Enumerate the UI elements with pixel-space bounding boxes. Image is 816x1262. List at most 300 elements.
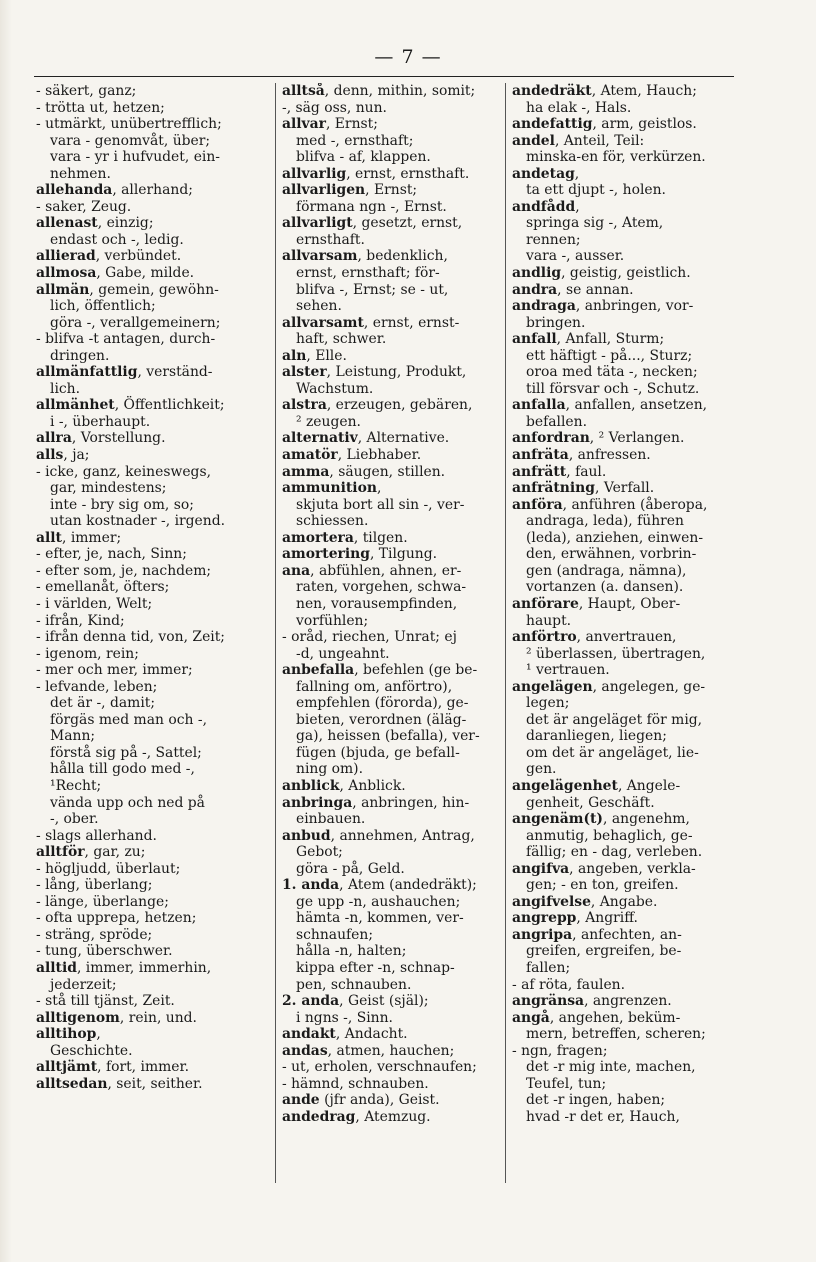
- headword: andraga: [512, 298, 576, 315]
- dictionary-line: [36, 910, 268, 927]
- dictionary-line: [282, 1026, 502, 1043]
- dictionary-line: [512, 1043, 742, 1060]
- entry-text: ernsthaft.: [296, 231, 365, 248]
- dictionary-line: [512, 579, 742, 596]
- headword: angrepp: [512, 910, 577, 927]
- entry-text: gen; - en ton, greifen.: [526, 877, 679, 894]
- dictionary-line: [36, 629, 268, 646]
- headword: allmänhet: [36, 397, 115, 414]
- entry-text: pen, schnauben.: [296, 976, 412, 993]
- dictionary-line: [282, 480, 502, 497]
- headword: alltid: [36, 959, 77, 976]
- headword: aln: [282, 347, 307, 364]
- headword: ana: [282, 562, 311, 579]
- entry-text: - emellanåt, öfters;: [36, 579, 170, 596]
- dictionary-line: [512, 861, 742, 878]
- dictionary-line: [512, 166, 742, 183]
- dictionary-line: [512, 149, 742, 166]
- dictionary-line: [512, 662, 742, 679]
- entry-text: - oråd, riechen, Unrat; ej: [282, 629, 457, 646]
- dictionary-line: [512, 910, 742, 927]
- entry-text: , Andacht.: [335, 1026, 408, 1043]
- dictionary-line: [512, 877, 742, 894]
- entry-text: - hämnd, schnauben.: [282, 1075, 429, 1092]
- dictionary-line: [282, 232, 502, 249]
- dictionary-line: [282, 745, 502, 762]
- dictionary-line: [512, 646, 742, 663]
- entry-text: , denn, mithin, somit;: [324, 83, 476, 99]
- entry-text: ga), heissen (befalla), ver-: [296, 728, 480, 745]
- dictionary-line: [512, 679, 742, 696]
- dictionary-line: [282, 83, 502, 100]
- entry-text: nen, vorausempfinden,: [296, 595, 458, 612]
- entry-text: , Angriff.: [576, 910, 638, 927]
- entry-text: bringen.: [526, 314, 586, 331]
- entry-text: , Gabe, milde.: [96, 265, 195, 282]
- dictionary-line: [282, 960, 502, 977]
- entry-text: , Anfall, Sturm;: [556, 331, 665, 348]
- dictionary-line: [512, 993, 742, 1010]
- headword: allmän: [36, 281, 90, 298]
- headword: andefattig: [512, 116, 593, 133]
- dictionary-line: [36, 1076, 268, 1093]
- entry-text: - stå till tjänst, Zeit.: [36, 993, 175, 1010]
- entry-text: skjuta bort all sin -, ver-: [296, 496, 465, 513]
- dictionary-line: [36, 397, 268, 414]
- dictionary-line: [282, 331, 502, 348]
- entry-text: bieten, verordnen (äläg-: [296, 711, 467, 728]
- entry-text: det är angeläget för mig,: [526, 711, 703, 728]
- dictionary-line: [36, 546, 268, 563]
- dictionary-line: [512, 728, 742, 745]
- column-divider-2: [505, 83, 506, 1183]
- entry-text: , faul.: [566, 463, 607, 480]
- dictionary-line: [512, 795, 742, 812]
- dictionary-line: [36, 248, 268, 265]
- dictionary-line: [512, 613, 742, 630]
- dictionary-line: [512, 712, 742, 729]
- headword: andra: [512, 281, 558, 298]
- headword: andetag: [512, 165, 575, 182]
- entry-text: , atmen, hauchen;: [327, 1042, 455, 1059]
- dictionary-line: [282, 579, 502, 596]
- entry-text: - tung, überschwer.: [36, 943, 173, 960]
- dictionary-line: [512, 497, 742, 514]
- entry-text: - utmärkt, unübertrefflich;: [36, 116, 222, 133]
- dictionary-line: [512, 100, 742, 117]
- dictionary-line: [512, 811, 742, 828]
- dictionary-line: [36, 1059, 268, 1076]
- entry-text: , angrenzen.: [584, 993, 672, 1010]
- headword: amma: [282, 463, 330, 480]
- dictionary-line: [36, 166, 268, 183]
- entry-text: haft, schwer.: [296, 331, 387, 348]
- entry-text: fallning om, anförtro),: [296, 678, 453, 695]
- entry-text: - saker, Zeug.: [36, 198, 132, 215]
- dictionary-line: [282, 1076, 502, 1093]
- entry-text: om det är angeläget, lie-: [526, 744, 699, 761]
- dictionary-line: [36, 596, 268, 613]
- headword: alstra: [282, 397, 327, 414]
- dictionary-line: [512, 430, 742, 447]
- entry-text: schiessen.: [296, 513, 369, 530]
- entry-text: , einzig;: [97, 215, 154, 232]
- entry-text: , anbringen, hin-: [352, 794, 470, 811]
- entry-text: andraga, leda), führen: [526, 513, 684, 530]
- headword: allierad: [36, 248, 96, 265]
- dictionary-line: [282, 629, 502, 646]
- entry-text: jederzeit;: [50, 976, 117, 993]
- headword: andlig: [512, 265, 562, 282]
- entry-text: , arm, geistlos.: [592, 116, 697, 133]
- entry-text: ge upp -n, aushauchen;: [296, 893, 461, 910]
- entry-text: - ifrån, Kind;: [36, 612, 125, 629]
- headword: anblick: [282, 777, 340, 794]
- entry-text: utan kostnader -, irgend.: [50, 513, 226, 530]
- headword: allt: [36, 529, 62, 546]
- dictionary-line: [36, 430, 268, 447]
- entry-text: fallen;: [526, 959, 571, 976]
- headword: allra: [36, 430, 72, 447]
- entry-text: greifen, ergreifen, be-: [526, 943, 682, 960]
- dictionary-line: [512, 282, 742, 299]
- entry-text: , abfühlen, ahnen, er-: [310, 562, 462, 579]
- entry-text: , Leistung, Produkt,: [326, 364, 467, 381]
- headword: anfrätning: [512, 480, 595, 497]
- dictionary-line: [36, 315, 268, 332]
- headword: angenäm(t): [512, 811, 604, 828]
- dictionary-line: [282, 381, 502, 398]
- entry-text: haupt.: [526, 612, 572, 629]
- headword: alltihop: [36, 1026, 97, 1043]
- headword: amortera: [282, 529, 354, 546]
- entry-text: oroa med täta -, necken;: [526, 364, 698, 381]
- entry-text: det -r mig inte, machen,: [526, 1059, 696, 1076]
- headword: alltjämt: [36, 1059, 98, 1076]
- entry-text: springa sig -, Atem,: [526, 215, 664, 232]
- entry-text: göra -, verallgemeinern;: [50, 314, 221, 331]
- dictionary-line: [36, 712, 268, 729]
- dictionary-line: [282, 298, 502, 315]
- dictionary-line: [282, 795, 502, 812]
- dictionary-line: [36, 1026, 268, 1043]
- dictionary-line: [36, 100, 268, 117]
- dictionary-line: [282, 348, 502, 365]
- dictionary-line: [36, 861, 268, 878]
- headword: alltsedan: [36, 1075, 108, 1092]
- entry-text: - ifrån denna tid, von, Zeit;: [36, 629, 225, 646]
- dictionary-line: [36, 613, 268, 630]
- entry-text: (leda), anziehen, einwen-: [526, 529, 704, 546]
- entry-text: endast och -, ledig.: [50, 231, 184, 248]
- entry-text: , ernst, ernst-: [363, 314, 460, 331]
- dictionary-line: [282, 513, 502, 530]
- entry-text: ¹Recht;: [50, 777, 102, 794]
- dictionary-line: [36, 828, 268, 845]
- dictionary-line: [282, 894, 502, 911]
- dictionary-line: [36, 116, 268, 133]
- dictionary-line: [512, 1059, 742, 1076]
- dictionary-line: [512, 248, 742, 265]
- entry-text: till försvar och -, Schutz.: [526, 380, 700, 397]
- entry-text: , Öffentlichkeit;: [114, 397, 225, 414]
- dictionary-line: [282, 728, 502, 745]
- entry-text: gen (andraga, nämna),: [526, 562, 687, 579]
- dictionary-line: [512, 116, 742, 133]
- dictionary-line: [282, 1092, 502, 1109]
- dictionary-line: [36, 728, 268, 745]
- entry-text: , ² Verlangen.: [589, 430, 685, 447]
- dictionary-line: [282, 315, 502, 332]
- headword: allvarsamt: [282, 314, 364, 331]
- entry-text: , allerhand;: [112, 182, 193, 199]
- headword: angripa: [512, 926, 573, 943]
- dictionary-line: [282, 811, 502, 828]
- entry-text: , Haupt, Ober-: [578, 595, 681, 612]
- dictionary-line: [36, 993, 268, 1010]
- entry-text: , geistig, geistlich.: [561, 265, 691, 282]
- entry-text: vara - yr i hufvudet, ein-: [50, 149, 220, 166]
- dictionary-line: [282, 199, 502, 216]
- entry-text: vorfühlen;: [296, 612, 369, 629]
- entry-text: - ngn, fragen;: [512, 1042, 608, 1059]
- entry-text: ,: [376, 480, 382, 497]
- dictionary-line: [36, 530, 268, 547]
- page-number: — 7 —: [374, 46, 442, 68]
- entry-text: ² überlassen, übertragen,: [526, 645, 706, 662]
- entry-text: befallen.: [526, 413, 588, 430]
- dictionary-line: [282, 282, 502, 299]
- dictionary-line: [36, 695, 268, 712]
- dictionary-column-2: [282, 83, 502, 1183]
- headword: ammunition: [282, 480, 377, 497]
- dictionary-line: [512, 844, 742, 861]
- headword: andas: [282, 1042, 328, 1059]
- entry-text: , Liebhaber.: [337, 447, 422, 464]
- entry-text: , Atemzug.: [355, 1108, 431, 1125]
- entry-text: , angehen, beküm-: [549, 1009, 681, 1026]
- headword: angifvelse: [512, 893, 591, 910]
- dictionary-line: [36, 199, 268, 216]
- entry-text: det är -, damit;: [50, 695, 156, 712]
- entry-text: -, ober.: [50, 811, 99, 828]
- dictionary-line: [282, 1109, 502, 1126]
- dictionary-line: [512, 298, 742, 315]
- entry-text: nehmen.: [50, 165, 111, 182]
- headword: amatör: [282, 447, 338, 464]
- headword: allmosa: [36, 265, 97, 282]
- headword: allvarligen: [282, 182, 366, 199]
- entry-text: , Anblick.: [339, 777, 406, 794]
- entry-text: , ernst, ernsthaft.: [346, 165, 470, 182]
- entry-text: , Ernst;: [325, 116, 378, 133]
- headword: anfrätt: [512, 463, 567, 480]
- entry-text: Mann;: [50, 728, 96, 745]
- dictionary-line: [282, 133, 502, 150]
- dictionary-line: [36, 844, 268, 861]
- dictionary-line: [282, 182, 502, 199]
- dictionary-line: [36, 646, 268, 663]
- dictionary-line: [512, 381, 742, 398]
- entry-text: , rein, und.: [119, 1009, 197, 1026]
- dictionary-line: [282, 910, 502, 927]
- dictionary-line: [512, 828, 742, 845]
- entry-text: ² zeugen.: [296, 413, 361, 430]
- headword: andakt: [282, 1026, 336, 1043]
- entry-text: blifva -, Ernst; se - ut,: [296, 281, 449, 298]
- entry-text: , befehlen (ge be-: [354, 662, 478, 679]
- entry-text: , Atem (andedräkt);: [339, 877, 477, 894]
- dictionary-line: [282, 563, 502, 580]
- dictionary-line: [282, 100, 502, 117]
- dictionary-line: [36, 364, 268, 381]
- dictionary-line: [36, 761, 268, 778]
- entry-text: -d, ungeahnt.: [296, 645, 390, 662]
- dictionary-line: [512, 83, 742, 100]
- entry-text: , Elle.: [306, 347, 347, 364]
- dictionary-line: [282, 248, 502, 265]
- dictionary-line: [282, 778, 502, 795]
- dictionary-line: [282, 530, 502, 547]
- dictionary-line: [282, 596, 502, 613]
- entry-text: , immer;: [61, 529, 122, 546]
- entry-text: , bedenklich,: [357, 248, 448, 265]
- entry-text: - icke, ganz, keineswegs,: [36, 463, 211, 480]
- dictionary-line: [512, 133, 742, 150]
- dictionary-line: [282, 662, 502, 679]
- dictionary-line: [512, 414, 742, 431]
- dictionary-line: [282, 646, 502, 663]
- dictionary-line: [512, 315, 742, 332]
- entry-text: , säugen, stillen.: [329, 463, 446, 480]
- headword: angå: [512, 1009, 550, 1026]
- dictionary-line: [512, 480, 742, 497]
- entry-text: , Geist (själ);: [339, 993, 429, 1010]
- dictionary-line: [36, 579, 268, 596]
- dictionary-line: [36, 83, 268, 100]
- entry-text: gen.: [526, 761, 557, 778]
- entry-text: lich.: [50, 380, 81, 397]
- entry-text: ta ett djupt -, holen.: [526, 182, 666, 199]
- entry-text: med -, ernsthaft;: [296, 132, 414, 149]
- entry-text: ett häftigt - på..., Sturz;: [526, 347, 693, 364]
- entry-text: mern, betreffen, scheren;: [526, 1026, 706, 1043]
- entry-text: daranliegen, liegen;: [526, 728, 667, 745]
- dictionary-line: [512, 1109, 742, 1126]
- dictionary-line: [282, 977, 502, 994]
- dictionary-line: [282, 447, 502, 464]
- entry-text: , seit, seither.: [107, 1075, 203, 1092]
- entry-text: einbauen.: [296, 811, 366, 828]
- headword: allehanda: [36, 182, 113, 199]
- entry-text: hålla -n, halten;: [296, 943, 407, 960]
- dictionary-line: [512, 629, 742, 646]
- entry-text: rennen;: [526, 231, 581, 248]
- dictionary-column-1: [36, 83, 268, 1183]
- entry-text: sehen.: [296, 298, 342, 315]
- dictionary-line: [282, 1010, 502, 1027]
- entry-text: , tilgen.: [353, 529, 408, 546]
- entry-text: , angelegen, ge-: [592, 678, 706, 695]
- headword: anfräta: [512, 447, 569, 464]
- dictionary-line: [36, 960, 268, 977]
- dictionary-line: [512, 215, 742, 232]
- entry-text: fügen (bjuda, ge befall-: [296, 744, 460, 761]
- dictionary-line: [512, 894, 742, 911]
- entry-text: anmutig, behaglich, ge-: [526, 827, 693, 844]
- entry-text: hvad -r det er, Hauch,: [526, 1108, 680, 1125]
- headword: anfalla: [512, 397, 566, 414]
- dictionary-line: [36, 182, 268, 199]
- headword: alternativ: [282, 430, 358, 447]
- headword: anbringa: [282, 794, 353, 811]
- dictionary-line: [36, 298, 268, 315]
- dictionary-line: [282, 927, 502, 944]
- headword: allvarsam: [282, 248, 358, 265]
- headword: andedräkt: [512, 83, 592, 99]
- entry-text: Gebot;: [296, 844, 343, 861]
- dictionary-line: [512, 364, 742, 381]
- entry-text: i ngns -, Sinn.: [296, 1009, 393, 1026]
- dictionary-line: [36, 282, 268, 299]
- dictionary-line: [512, 1026, 742, 1043]
- dictionary-line: [282, 414, 502, 431]
- dictionary-line: [36, 348, 268, 365]
- entry-text: göra - på, Geld.: [296, 860, 405, 877]
- column-divider-1: [275, 83, 276, 1183]
- headword: angränsa: [512, 993, 585, 1010]
- dictionary-line: [512, 182, 742, 199]
- dictionary-line: [36, 1010, 268, 1027]
- entry-text: Teufel, tun;: [526, 1075, 607, 1092]
- dictionary-line: [36, 381, 268, 398]
- dictionary-line: [36, 778, 268, 795]
- entry-text: - ofta upprepa, hetzen;: [36, 910, 197, 927]
- entry-text: vara - genomvåt, über;: [50, 132, 211, 149]
- dictionary-line: [512, 1076, 742, 1093]
- entry-text: -, säg oss, nun.: [282, 99, 387, 116]
- headword: allenast: [36, 215, 98, 232]
- dictionary-line: [282, 1043, 502, 1060]
- dictionary-line: [36, 464, 268, 481]
- entry-text: ernst, ernsthaft; för-: [296, 265, 440, 282]
- headword: anföra: [512, 496, 563, 513]
- entry-text: - efter som, je, nachdem;: [36, 562, 212, 579]
- dictionary-line: [36, 480, 268, 497]
- dictionary-line: [36, 447, 268, 464]
- entry-text: gar, mindestens;: [50, 480, 167, 497]
- entry-text: (jfr anda), Geist.: [319, 1092, 440, 1109]
- headword: angelägenhet: [512, 777, 618, 794]
- entry-text: , Angele-: [617, 777, 681, 794]
- headword: anfall: [512, 331, 557, 348]
- headword: alltså: [282, 83, 325, 99]
- dictionary-line: [512, 265, 742, 282]
- entry-text: vortanzen (a. dansen).: [526, 579, 684, 596]
- dictionary-line: [36, 943, 268, 960]
- dictionary-line: [36, 877, 268, 894]
- entry-text: - blifva -t antagen, durch-: [36, 331, 216, 348]
- dictionary-line: [512, 397, 742, 414]
- entry-text: , immer, immerhin,: [76, 959, 212, 976]
- dictionary-line: [36, 331, 268, 348]
- entry-text: raten, vorgehen, schwa-: [296, 579, 467, 596]
- entry-text: förgäs med man och -,: [50, 711, 207, 728]
- dictionary-line: [282, 861, 502, 878]
- dictionary-line: [282, 761, 502, 778]
- dictionary-line: [282, 993, 502, 1010]
- headword: andfådd: [512, 198, 576, 215]
